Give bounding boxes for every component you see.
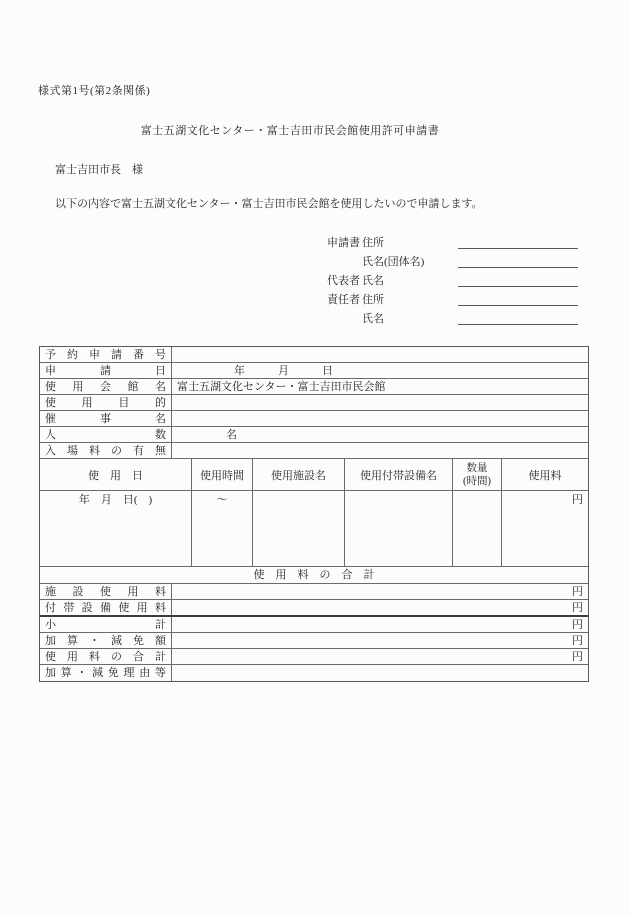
fill-in-underline — [458, 310, 578, 325]
applicant-row-address — [327, 234, 579, 253]
row-label: 施 設 使 用 料 — [40, 584, 172, 599]
responsible-row-address — [327, 291, 579, 310]
entry-equipment-cell — [345, 491, 453, 566]
summary-row-adjustment-amount — [40, 633, 588, 649]
addressee-line: 富士吉田市長 様 — [55, 164, 143, 176]
row-value: 円 — [572, 650, 583, 663]
usage-fee-total-header — [40, 567, 588, 584]
intro-sentence: 以下の内容で富士五湖文化センター・富士吉田市民会館を使用したいので申請します。 — [55, 198, 483, 210]
applicant-role-label: 代表者 — [327, 275, 360, 287]
row-value — [172, 443, 588, 458]
row-label: 使 用 会 館 名 — [40, 379, 172, 394]
row-label: 使 用 料 の 合 計 — [40, 649, 172, 664]
row-label: 付 帯 設 備 使 用 料 — [40, 600, 172, 615]
applicant-field-label: 住所 — [362, 294, 384, 306]
info-row-event-name — [40, 411, 588, 427]
usage-table-header — [40, 459, 588, 491]
header-usage-fee: 使用料 — [528, 469, 562, 482]
row-label: 小 計 — [40, 617, 172, 632]
entry-fee-cell: 円 — [572, 494, 583, 506]
summary-row-total-fee — [40, 649, 588, 665]
row-value — [172, 395, 588, 410]
row-value: 年 月 日 — [234, 364, 333, 377]
header-quantity-hours — [453, 459, 502, 490]
entry-date-cell: 年 月 日( ) — [40, 491, 192, 566]
fill-in-underline — [458, 253, 578, 268]
fill-in-underline — [458, 272, 578, 287]
info-row-admission-fee — [40, 443, 588, 459]
row-value — [172, 347, 588, 362]
summary-row-equipment-fee — [40, 600, 588, 617]
row-label: 申 請 日 — [40, 363, 172, 378]
row-label: 入 場 料 の 有 無 — [40, 443, 172, 458]
applicant-row-name — [327, 253, 579, 272]
row-label: 加 算 ・ 減 免 額 — [40, 633, 172, 648]
header-facility-name: 使用施設名 — [253, 459, 345, 490]
document-title: 富士五湖文化センター・富士吉田市民会館使用許可申請書 — [140, 125, 440, 137]
info-row-application-date — [40, 363, 588, 379]
fill-in-underline — [458, 234, 578, 249]
row-value: 円 — [572, 618, 583, 631]
application-details-table — [39, 346, 589, 682]
row-label: 催 事 名 — [40, 411, 172, 426]
applicant-role-label: 申請書 — [327, 237, 360, 249]
usage-table-entry-row — [40, 491, 588, 567]
info-row-hall-name — [40, 379, 588, 395]
row-label: 人 数 — [40, 427, 172, 442]
header-quantity-line2: (時間) — [463, 475, 491, 487]
applicant-field-label: 住所 — [362, 237, 384, 249]
fill-in-underline — [458, 291, 578, 306]
row-value: 円 — [572, 601, 583, 614]
entry-quantity-cell — [453, 491, 502, 566]
row-value — [172, 665, 588, 681]
summary-row-subtotal — [40, 617, 588, 633]
info-row-purpose — [40, 395, 588, 411]
applicant-info-block — [327, 234, 579, 329]
header-usage-time: 使用時間 — [192, 459, 253, 490]
header-usage-date: 使 用 日 — [40, 459, 192, 490]
responsible-row-name — [327, 310, 579, 329]
info-row-attendance — [40, 427, 588, 443]
row-value: 円 — [572, 634, 583, 647]
info-row-reservation-number — [40, 347, 588, 363]
row-value — [172, 411, 588, 426]
applicant-field-label: 氏名 — [362, 313, 384, 325]
usage-fee-total-label: 使 用 料 の 合 計 — [253, 569, 375, 581]
row-label: 加 算 ・ 減 免 理 由 等 — [40, 665, 172, 681]
row-label: 使 用 目 的 — [40, 395, 172, 410]
header-quantity-line1: 数量 — [466, 462, 488, 474]
summary-row-adjustment-reason — [40, 665, 588, 681]
applicant-field-label: 氏名(団体名) — [362, 256, 425, 268]
applicant-field-label: 氏名 — [362, 275, 384, 287]
row-value: 円 — [572, 585, 583, 598]
row-value: 名 — [226, 428, 237, 441]
form-number-note: 様式第1号(第2条関係) — [38, 85, 151, 97]
representative-row-name — [327, 272, 579, 291]
row-value: 富士五湖文化センター・富士吉田市民会館 — [177, 380, 386, 393]
row-label: 予 約 申 請 番 号 — [40, 347, 172, 362]
summary-row-facility-fee — [40, 584, 588, 600]
header-equipment-name: 使用付帯設備名 — [345, 459, 453, 490]
applicant-role-label: 責任者 — [327, 294, 360, 306]
entry-facility-cell — [253, 491, 345, 566]
entry-time-cell: ～ — [192, 491, 253, 566]
